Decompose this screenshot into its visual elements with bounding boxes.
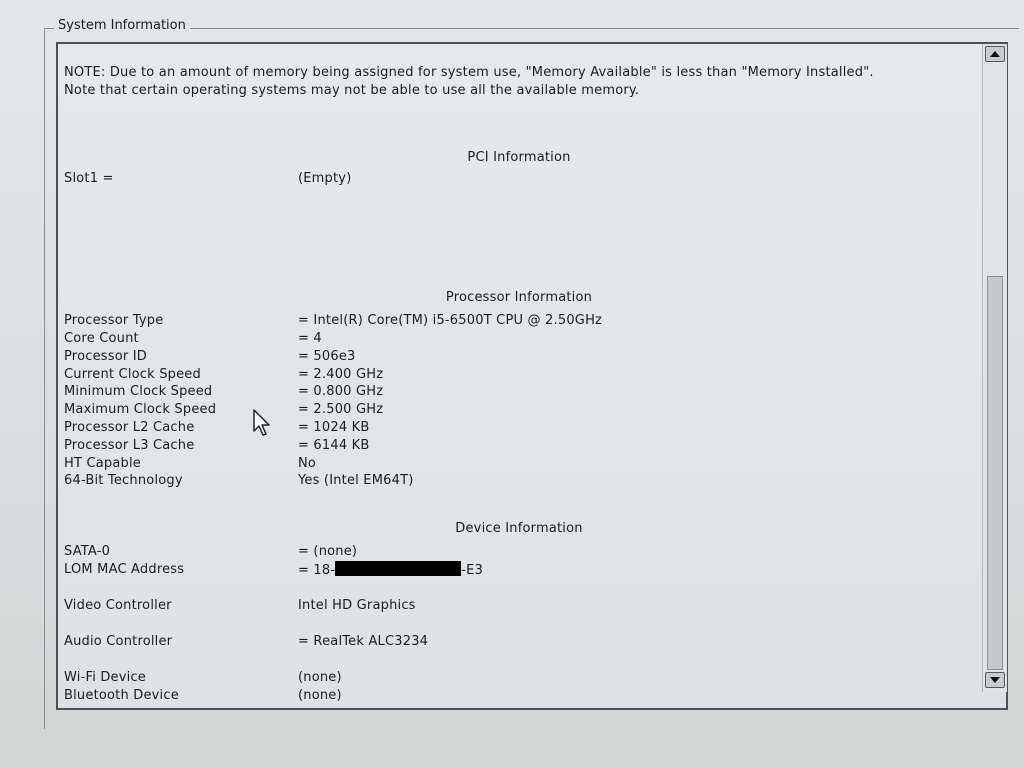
info-content (64, 60, 974, 708)
audio-controller-label: Audio Controller (64, 634, 173, 649)
pci-slot1-value: (Empty) (298, 171, 352, 186)
lom-mac-prefix: = 18- (298, 563, 336, 578)
64bit-label: 64-Bit Technology (64, 473, 183, 488)
processor-section-title: Processor Information (445, 290, 593, 305)
lom-mac-value (298, 561, 483, 580)
group-title: System Information (54, 18, 190, 33)
l2-cache-label: Processor L2 Cache (64, 420, 195, 435)
pci-section-title: PCI Information (467, 150, 571, 165)
scroll-down-arrow-icon[interactable] (985, 672, 1005, 688)
sata-label: SATA-0 (64, 544, 111, 559)
l3-cache-label: Processor L3 Cache (64, 438, 195, 453)
pci-slot1-label: Slot1 = (64, 171, 114, 186)
vertical-scrollbar[interactable] (982, 44, 1007, 692)
wifi-device-label: Wi-Fi Device (64, 670, 147, 685)
scroll-up-arrow-icon[interactable] (985, 46, 1005, 62)
redaction-bar (335, 561, 461, 576)
video-controller-value: Intel HD Graphics (298, 598, 416, 613)
64bit-value: Yes (Intel EM64T) (298, 473, 414, 488)
scroll-thumb[interactable] (987, 276, 1003, 670)
lom-mac-suffix: -E3 (461, 563, 484, 578)
device-section-title: Device Information (455, 521, 583, 536)
maximum-clock-label: Maximum Clock Speed (64, 402, 217, 417)
processor-type-value: = Intel(R) Core(TM) i5-6500T CPU @ 2.50GHz (298, 313, 603, 328)
core-count-value: = 4 (298, 331, 322, 346)
ht-capable-value: No (298, 456, 317, 471)
lom-mac-label: LOM MAC Address (64, 562, 185, 577)
ht-capable-label: HT Capable (64, 456, 141, 471)
video-controller-label: Video Controller (64, 598, 172, 613)
maximum-clock-value: = 2.500 GHz (298, 402, 384, 417)
processor-type-label: Processor Type (64, 313, 164, 328)
bluetooth-device-label: Bluetooth Device (64, 688, 179, 703)
core-count-label: Core Count (64, 331, 139, 346)
minimum-clock-value: = 0.800 GHz (298, 384, 384, 399)
current-clock-label: Current Clock Speed (64, 367, 201, 382)
processor-id-value: = 506e3 (298, 349, 356, 364)
l3-cache-value: = 6144 KB (298, 438, 370, 453)
l2-cache-value: = 1024 KB (298, 420, 370, 435)
bluetooth-device-value: (none) (298, 688, 342, 703)
sata-value: = (none) (298, 544, 358, 559)
current-clock-value: = 2.400 GHz (298, 367, 384, 382)
wifi-device-value: (none) (298, 670, 342, 685)
mouse-pointer-icon (253, 409, 273, 437)
processor-id-label: Processor ID (64, 349, 147, 364)
minimum-clock-label: Minimum Clock Speed (64, 384, 213, 399)
memory-note: NOTE: Due to an amount of memory being assigned for system use, "Memory Available" is less than "Memory Installed". Note that certain operating systems may not be able to use all the available memory. (64, 65, 874, 98)
audio-controller-value: = RealTek ALC3234 (298, 634, 429, 649)
